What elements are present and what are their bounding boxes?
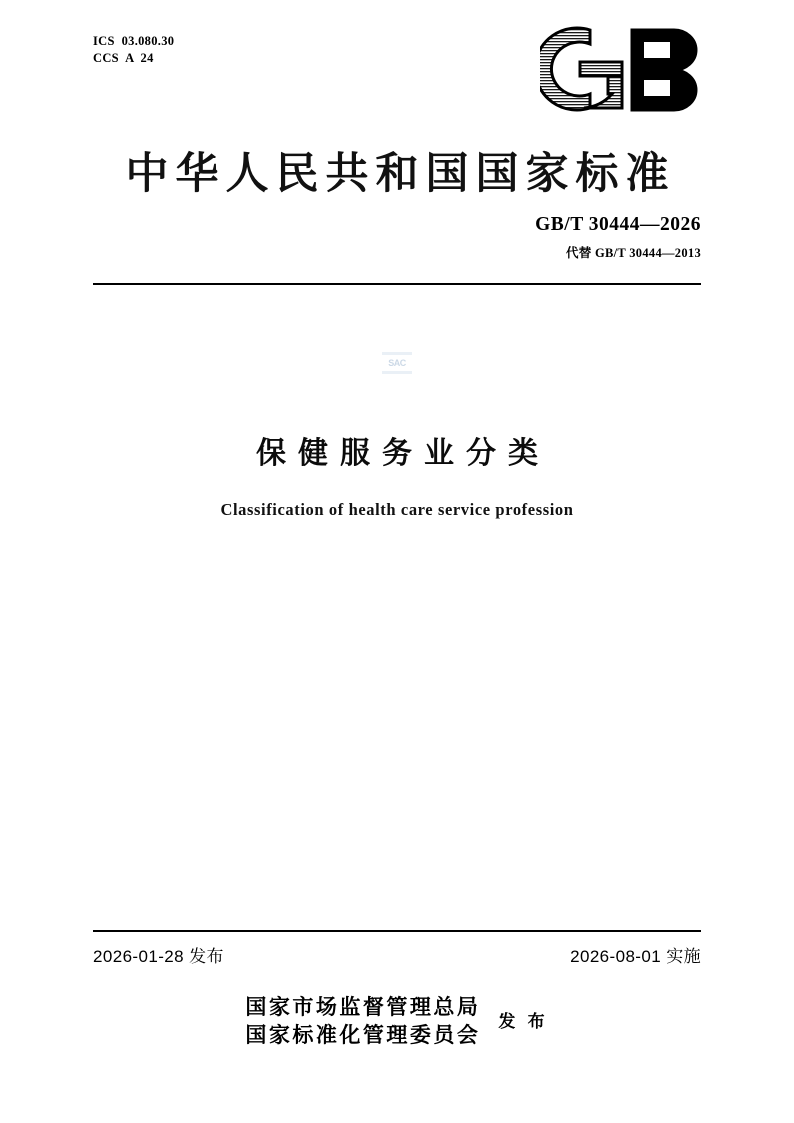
implementation-date: 2026-08-01 实施	[570, 947, 701, 966]
watermark-bar-bottom	[382, 371, 412, 374]
issuer-organizations	[245, 993, 480, 1049]
ccs-code: CCS A 24	[93, 51, 154, 65]
classification-meta	[93, 33, 174, 67]
document-title-en: Classification of health care service profession	[220, 500, 574, 519]
sac-watermark	[382, 348, 412, 378]
release-date: 2026-01-28 发布	[93, 947, 224, 966]
divider-bottom	[93, 930, 701, 932]
standard-replaces: 代替 GB/T 30444—2013	[565, 246, 701, 260]
standard-number: GB/T 30444—2026	[535, 214, 701, 235]
issuer-line-1: 国家市场监督管理总局	[245, 995, 481, 1019]
gb-emblem-icon	[540, 26, 708, 112]
issuer-line-2: 国家标准化管理委员会	[245, 1023, 481, 1047]
issuer-block	[0, 993, 794, 1049]
watermark-bar-top	[382, 352, 412, 355]
document-title-cn: 保健服务业分类	[256, 437, 550, 470]
divider-top	[93, 283, 701, 285]
ics-code: ICS 03.080.30	[93, 34, 175, 48]
watermark-label: SAC	[388, 358, 406, 368]
issuer-action-label: 发 布	[498, 1012, 549, 1031]
standard-number-block	[535, 214, 701, 261]
national-standard-title: 中华人民共和国国家标准	[125, 151, 676, 198]
